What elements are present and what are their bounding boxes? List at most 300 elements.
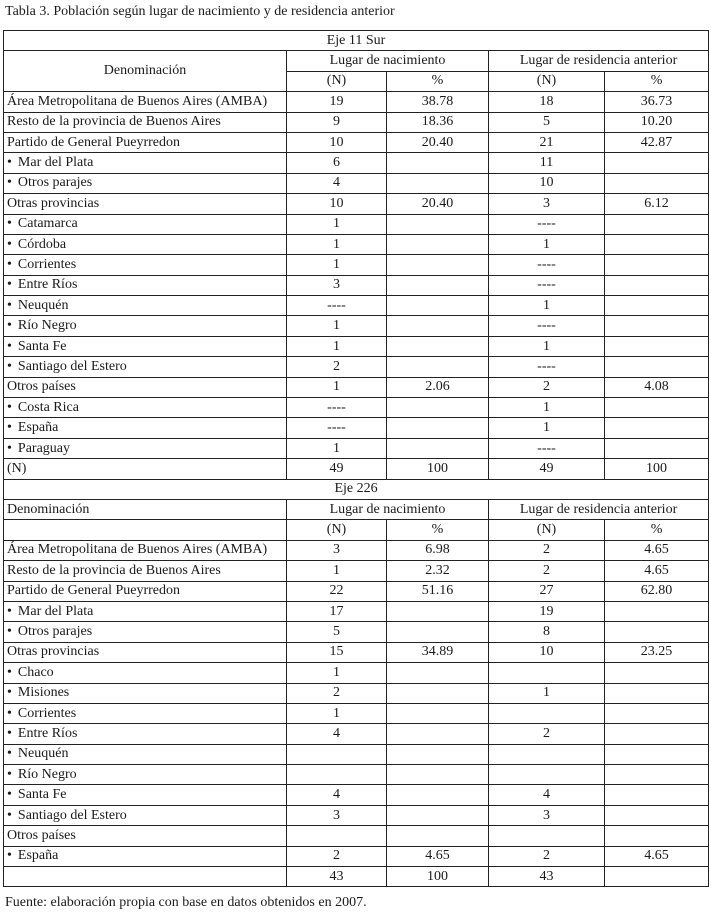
residence-count: 1 — [489, 683, 605, 703]
birth-count: 1 — [287, 336, 387, 356]
bullet-icon: • — [7, 848, 12, 864]
residence-percent: 23.25 — [605, 642, 709, 662]
birth-count: 1 — [287, 214, 387, 234]
residence-percent — [605, 826, 709, 846]
birth-percent — [387, 765, 489, 785]
table-row — [4, 805, 709, 825]
residence-count: ---- — [489, 214, 605, 234]
birth-count: 10 — [287, 132, 387, 152]
section-title-row — [4, 31, 709, 51]
residence-percent — [605, 336, 709, 356]
table-row — [4, 622, 709, 642]
table-row — [4, 703, 709, 723]
bullet-icon: • — [7, 440, 12, 456]
row-label — [4, 132, 287, 152]
table-row — [4, 255, 709, 275]
row-name: Río Negro — [17, 766, 77, 782]
bullet-icon: • — [7, 603, 12, 619]
residence-percent — [605, 683, 709, 703]
table-row — [4, 581, 709, 601]
residence-count: ---- — [489, 316, 605, 336]
row-label — [4, 194, 287, 214]
birth-count: 10 — [287, 194, 387, 214]
residence-percent: 42.87 — [605, 132, 709, 152]
row-label — [4, 92, 287, 112]
table-row — [4, 561, 709, 581]
residence-count: 2 — [489, 846, 605, 866]
birth-count: 6 — [287, 153, 387, 173]
row-label — [4, 826, 287, 846]
header-percent: % — [387, 520, 489, 540]
birth-percent — [387, 173, 489, 193]
bullet-icon: • — [7, 787, 12, 803]
table-row — [4, 296, 709, 316]
birth-percent: 38.78 — [387, 92, 489, 112]
header-percent: % — [605, 520, 709, 540]
residence-count — [489, 663, 605, 683]
birth-percent: 100 — [387, 867, 489, 887]
residence-percent: 4.08 — [605, 377, 709, 397]
row-label — [4, 438, 287, 458]
residence-percent — [605, 703, 709, 723]
row-label — [4, 316, 287, 336]
row-name: Otros parajes — [17, 624, 93, 640]
row-name: Neuquén — [17, 746, 69, 762]
bullet-icon: • — [7, 705, 12, 721]
row-label — [4, 867, 287, 887]
table-row — [4, 867, 709, 887]
birth-percent — [387, 234, 489, 254]
residence-count: 1 — [489, 398, 605, 418]
birth-count: ---- — [287, 398, 387, 418]
header-row — [4, 499, 709, 519]
table-row — [4, 540, 709, 560]
residence-percent — [605, 296, 709, 316]
table-row — [4, 173, 709, 193]
residence-count: 3 — [489, 805, 605, 825]
bullet-icon: • — [7, 624, 12, 640]
residence-count: 10 — [489, 173, 605, 193]
table-row — [4, 316, 709, 336]
residence-count: 8 — [489, 622, 605, 642]
row-name: Otras provincias — [7, 644, 100, 660]
bullet-icon: • — [7, 297, 12, 313]
birth-count: 3 — [287, 805, 387, 825]
row-name: Corrientes — [17, 705, 77, 721]
table-row — [4, 683, 709, 703]
bullet-icon: • — [7, 338, 12, 354]
row-name: Resto de la provincia de Buenos Aires — [7, 114, 221, 130]
residence-count: 2 — [489, 540, 605, 560]
table-row — [4, 132, 709, 152]
birth-percent — [387, 785, 489, 805]
table-row — [4, 336, 709, 356]
row-label — [4, 642, 287, 662]
residence-count — [489, 744, 605, 764]
birth-count — [287, 826, 387, 846]
header-count: (N) — [287, 520, 387, 540]
table-row — [4, 418, 709, 438]
residence-percent — [605, 255, 709, 275]
residence-percent — [605, 418, 709, 438]
row-name: Entre Ríos — [17, 277, 78, 293]
birth-percent — [387, 683, 489, 703]
row-name: Área Metropolitana de Buenos Aires (AMBA) — [7, 93, 268, 109]
birth-count: 1 — [287, 663, 387, 683]
header-row — [4, 51, 709, 71]
residence-percent — [605, 622, 709, 642]
header-blank — [4, 520, 287, 540]
bullet-icon: • — [7, 725, 12, 741]
birth-count: 4 — [287, 173, 387, 193]
residence-percent: 4.65 — [605, 846, 709, 866]
row-name: Otras provincias — [7, 195, 100, 211]
birth-count: 2 — [287, 357, 387, 377]
birth-count: 1 — [287, 703, 387, 723]
table-row — [4, 663, 709, 683]
birth-count: 4 — [287, 724, 387, 744]
birth-percent — [387, 255, 489, 275]
row-name: Mar del Plata — [17, 155, 94, 171]
bullet-icon: • — [7, 358, 12, 374]
residence-count: 1 — [489, 336, 605, 356]
row-label — [4, 275, 287, 295]
row-name: Costa Rica — [17, 399, 79, 415]
residence-percent: 6.12 — [605, 194, 709, 214]
row-label — [4, 765, 287, 785]
birth-count: 15 — [287, 642, 387, 662]
residence-percent — [605, 398, 709, 418]
residence-count: ---- — [489, 255, 605, 275]
row-label — [4, 561, 287, 581]
birth-percent — [387, 744, 489, 764]
row-name: Santiago del Estero — [17, 358, 127, 374]
table-row — [4, 765, 709, 785]
row-name: Área Metropolitana de Buenos Aires (AMBA) — [7, 542, 268, 558]
row-name: España — [17, 848, 59, 864]
residence-percent: 62.80 — [605, 581, 709, 601]
row-label — [4, 418, 287, 438]
residence-percent — [605, 438, 709, 458]
birth-percent — [387, 663, 489, 683]
row-label — [4, 234, 287, 254]
row-label — [4, 622, 287, 642]
row-name: Córdoba — [17, 236, 67, 252]
header-percent: % — [387, 71, 489, 91]
row-name: Corrientes — [17, 256, 77, 272]
birth-count: 4 — [287, 785, 387, 805]
residence-percent — [605, 173, 709, 193]
residence-count: 11 — [489, 153, 605, 173]
row-name: Santa Fe — [17, 338, 67, 354]
row-label — [4, 846, 287, 866]
table-row — [4, 724, 709, 744]
bullet-icon: • — [7, 399, 12, 415]
birth-percent: 51.16 — [387, 581, 489, 601]
birth-count: 3 — [287, 540, 387, 560]
birth-count: 5 — [287, 622, 387, 642]
residence-percent — [605, 316, 709, 336]
table-row — [4, 398, 709, 418]
row-label — [4, 703, 287, 723]
residence-percent — [605, 153, 709, 173]
birth-percent — [387, 826, 489, 846]
birth-count: 17 — [287, 601, 387, 621]
bullet-icon: • — [7, 746, 12, 762]
row-label — [4, 785, 287, 805]
row-label — [4, 377, 287, 397]
table-row — [4, 194, 709, 214]
birth-percent: 4.65 — [387, 846, 489, 866]
bullet-icon: • — [7, 420, 12, 436]
birth-percent — [387, 724, 489, 744]
birth-count: 1 — [287, 316, 387, 336]
header-denominacion: Denominación — [4, 499, 287, 519]
table-row — [4, 153, 709, 173]
birth-percent — [387, 296, 489, 316]
row-label — [4, 459, 287, 479]
bullet-icon: • — [7, 807, 12, 823]
bullet-icon: • — [7, 216, 12, 232]
birth-percent: 20.40 — [387, 194, 489, 214]
birth-count: 43 — [287, 867, 387, 887]
residence-count: 1 — [489, 234, 605, 254]
birth-count: 1 — [287, 377, 387, 397]
header-count: (N) — [287, 71, 387, 91]
residence-count — [489, 703, 605, 723]
row-name: Río Negro — [17, 318, 77, 334]
row-label — [4, 744, 287, 764]
row-name: Resto de la provincia de Buenos Aires — [7, 562, 221, 578]
table-row — [4, 438, 709, 458]
birth-percent: 2.06 — [387, 377, 489, 397]
birth-percent: 6.98 — [387, 540, 489, 560]
birth-count: 1 — [287, 438, 387, 458]
birth-count — [287, 765, 387, 785]
row-name: Otros parajes — [17, 175, 93, 191]
table-row — [4, 275, 709, 295]
birth-count: 49 — [287, 459, 387, 479]
row-label — [4, 357, 287, 377]
residence-count: ---- — [489, 438, 605, 458]
birth-count: 2 — [287, 683, 387, 703]
row-label — [4, 540, 287, 560]
birth-percent: 20.40 — [387, 132, 489, 152]
population-table — [3, 30, 709, 887]
residence-percent — [605, 234, 709, 254]
bullet-icon: • — [7, 277, 12, 293]
header-nacimiento: Lugar de nacimiento — [287, 51, 489, 71]
header-count: (N) — [489, 520, 605, 540]
birth-percent: 18.36 — [387, 112, 489, 132]
row-name: Misiones — [17, 685, 70, 701]
residence-count: ---- — [489, 357, 605, 377]
birth-percent — [387, 153, 489, 173]
table-row — [4, 642, 709, 662]
row-label — [4, 112, 287, 132]
bullet-icon: • — [7, 766, 12, 782]
row-label — [4, 724, 287, 744]
residence-count: 1 — [489, 418, 605, 438]
residence-count: 2 — [489, 724, 605, 744]
header-count: (N) — [489, 71, 605, 91]
row-label — [4, 255, 287, 275]
residence-percent — [605, 805, 709, 825]
birth-percent — [387, 418, 489, 438]
birth-count: 3 — [287, 275, 387, 295]
residence-percent — [605, 663, 709, 683]
bullet-icon: • — [7, 155, 12, 171]
residence-percent: 36.73 — [605, 92, 709, 112]
row-name: Partido de General Pueyrredon — [7, 134, 180, 150]
birth-count: ---- — [287, 296, 387, 316]
residence-count — [489, 826, 605, 846]
row-name: Neuquén — [17, 297, 69, 313]
residence-count: 49 — [489, 459, 605, 479]
row-name: Catamarca — [17, 216, 78, 232]
bullet-icon: • — [7, 236, 12, 252]
header-percent: % — [605, 71, 709, 91]
birth-percent: 100 — [387, 459, 489, 479]
row-name: Otros países — [7, 827, 76, 843]
birth-percent — [387, 622, 489, 642]
table-row — [4, 459, 709, 479]
residence-count: 10 — [489, 642, 605, 662]
birth-count: 19 — [287, 92, 387, 112]
residence-count: 21 — [489, 132, 605, 152]
row-label — [4, 214, 287, 234]
residence-count: 27 — [489, 581, 605, 601]
table-row — [4, 357, 709, 377]
table-row — [4, 214, 709, 234]
table-row — [4, 846, 709, 866]
row-label — [4, 663, 287, 683]
residence-count: 43 — [489, 867, 605, 887]
residence-count: 2 — [489, 561, 605, 581]
row-label — [4, 336, 287, 356]
table-row — [4, 92, 709, 112]
birth-count: 1 — [287, 255, 387, 275]
row-name: Santiago del Estero — [17, 807, 127, 823]
table-caption: Tabla 3. Población según lugar de nacimiento y de residencia anterior — [5, 4, 395, 19]
residence-percent — [605, 357, 709, 377]
table-row — [4, 112, 709, 132]
table-row — [4, 785, 709, 805]
residence-count: ---- — [489, 275, 605, 295]
row-name: Mar del Plata — [17, 603, 94, 619]
section-title: Eje 226 — [4, 479, 709, 499]
residence-count: 4 — [489, 785, 605, 805]
residence-percent — [605, 744, 709, 764]
birth-percent — [387, 601, 489, 621]
section-title-row — [4, 479, 709, 499]
header-residencia: Lugar de residencia anterior — [489, 499, 709, 519]
residence-percent: 4.65 — [605, 561, 709, 581]
row-label — [4, 173, 287, 193]
row-name: Chaco — [17, 664, 54, 680]
residence-percent — [605, 765, 709, 785]
row-name: España — [17, 420, 59, 436]
table-source: Fuente: elaboración propia con base en datos obtenidos en 2007. — [5, 895, 367, 910]
row-name: Partido de General Pueyrredon — [7, 583, 180, 599]
birth-percent — [387, 438, 489, 458]
residence-percent — [605, 867, 709, 887]
residence-count: 1 — [489, 296, 605, 316]
row-name: (N) — [7, 460, 27, 476]
birth-percent — [387, 316, 489, 336]
birth-count: 1 — [287, 234, 387, 254]
bullet-icon: • — [7, 685, 12, 701]
table-row — [4, 826, 709, 846]
birth-percent — [387, 398, 489, 418]
row-label — [4, 153, 287, 173]
residence-percent: 100 — [605, 459, 709, 479]
bullet-icon: • — [7, 318, 12, 334]
section-title: Eje 11 Sur — [4, 31, 709, 51]
residence-count — [489, 765, 605, 785]
residence-percent — [605, 724, 709, 744]
residence-count: 3 — [489, 194, 605, 214]
birth-count — [287, 744, 387, 764]
birth-percent — [387, 703, 489, 723]
header-nacimiento: Lugar de nacimiento — [287, 499, 489, 519]
birth-percent — [387, 275, 489, 295]
row-label — [4, 683, 287, 703]
row-label — [4, 581, 287, 601]
row-name: Paraguay — [17, 440, 70, 456]
residence-percent: 10.20 — [605, 112, 709, 132]
residence-count: 18 — [489, 92, 605, 112]
table-row — [4, 744, 709, 764]
birth-percent — [387, 805, 489, 825]
birth-percent — [387, 336, 489, 356]
residence-percent — [605, 785, 709, 805]
birth-percent — [387, 357, 489, 377]
row-name: Otros países — [7, 379, 76, 395]
residence-percent: 4.65 — [605, 540, 709, 560]
table-row — [4, 601, 709, 621]
birth-count: 2 — [287, 846, 387, 866]
residence-count: 2 — [489, 377, 605, 397]
header-residencia: Lugar de residencia anterior — [489, 51, 709, 71]
birth-percent: 34.89 — [387, 642, 489, 662]
row-label — [4, 805, 287, 825]
birth-count: 1 — [287, 561, 387, 581]
bullet-icon: • — [7, 175, 12, 191]
table-row — [4, 234, 709, 254]
residence-percent — [605, 214, 709, 234]
row-label — [4, 601, 287, 621]
residence-percent — [605, 275, 709, 295]
birth-count: 9 — [287, 112, 387, 132]
bullet-icon: • — [7, 664, 12, 680]
birth-percent — [387, 214, 489, 234]
row-name: Santa Fe — [17, 787, 67, 803]
residence-percent — [605, 601, 709, 621]
residence-count: 19 — [489, 601, 605, 621]
residence-count: 5 — [489, 112, 605, 132]
row-label — [4, 398, 287, 418]
birth-count: ---- — [287, 418, 387, 438]
table-row — [4, 377, 709, 397]
row-label — [4, 296, 287, 316]
subheader-row — [4, 520, 709, 540]
bullet-icon: • — [7, 256, 12, 272]
birth-percent: 2.32 — [387, 561, 489, 581]
row-name: Entre Ríos — [17, 725, 78, 741]
header-denominacion: Denominación — [4, 51, 287, 92]
birth-count: 22 — [287, 581, 387, 601]
